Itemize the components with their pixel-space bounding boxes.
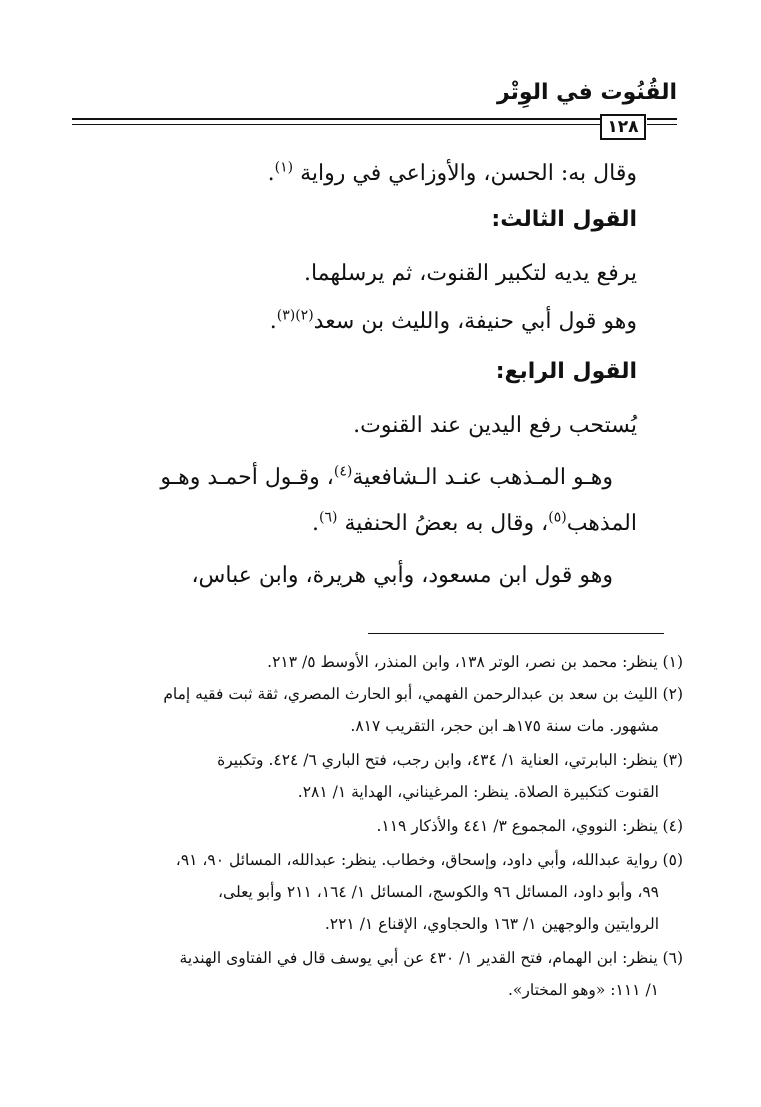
- body-line-8: المذهب$^{(٥)}$، وقال به بعضُ الحنفية $^{(٦)}$.: [312, 509, 637, 536]
- body-line-1: وقال به: الحسن، والأوزاعي في رواية $^{(١)}$.: [267, 159, 637, 186]
- body-line-4: وهو قول أبي حنيفة، والليث بن سعد$^{(٢)(٣)}$.: [269, 307, 637, 334]
- header-rule: [72, 118, 602, 120]
- running-title: القُنُوت في الوِتْر: [496, 80, 677, 105]
- footnote-3-cont: القنوت كتكبيرة الصلاة. ينظر: المرغيناني، الهداية ١/ ٢٨١.: [297, 783, 659, 801]
- header-rule-right: [647, 118, 677, 120]
- body-line-9: وهو قول ابن مسعود، وأبي هريرة، وابن عباس،: [191, 563, 613, 588]
- footnote-2: (٢) الليث بن سعد بن عبدالرحمن الفهمي، أبو الحارث المصري، ثقة ثبت فقيه إمام: [163, 685, 683, 703]
- footnote-ref: (١): [274, 159, 294, 176]
- footnote-5-cont-2: الروايتين والوجهين ١/ ١٦٣ والحجاوي، الإقناع ١/ ٢٢١.: [324, 915, 659, 933]
- footnote-5-cont-1: ٩٩، وأبو داود، المسائل ٩٦ والكوسج، المسائل ١/ ١٦٤، ٢١١ وأبو يعلى،: [218, 883, 659, 901]
- body-line-6: يُستحب رفع اليدين عند القنوت.: [353, 413, 637, 438]
- footnote-ref: (٤): [333, 463, 353, 480]
- footnote-6: (٦) ينظر: ابن الهمام، فتح القدير ١/ ٤٣٠ عن أبي يوسف قال في الفتاوى الهندية: [179, 949, 683, 967]
- footnote-1: (١) ينظر: محمد بن نصر، الوتر ١٣٨، وابن المنذر، الأوسط ٥/ ٢١٣.: [267, 653, 683, 671]
- footnote-2-cont: مشهور. مات سنة ١٧٥هـ ابن حجر، التقريب ٨١٧.: [350, 717, 659, 735]
- footnote-ref: (٥): [548, 509, 567, 526]
- footnote-5: (٥) رواية عبدالله، وأبي داود، وإسحاق، وخطاب. ينظر: عبدالله، المسائل ٩٠، ٩١،: [175, 851, 683, 869]
- footnote-ref: (٦): [319, 509, 338, 526]
- body-line-7: وهـو المـذهب عنـد الـشافعية$^{(٤)}$، وقـول أحمـد وهـو: [160, 463, 613, 490]
- heading-fourth-opinion: القول الرابع:: [495, 359, 637, 384]
- header-rule-thin: [72, 124, 602, 125]
- footnote-ref: (٢)(٣): [276, 307, 314, 324]
- footnote-6-cont: ١/ ١١١: «وهو المختار».: [508, 981, 659, 999]
- body-line-3: يرفع يديه لتكبير القنوت، ثم يرسلهما.: [303, 261, 637, 286]
- header-rule-right-thin: [647, 124, 677, 125]
- footnote-separator: [368, 633, 664, 634]
- footnote-4: (٤) ينظر: النووي، المجموع ٣/ ٤٤١ والأذكار ١١٩.: [376, 817, 683, 835]
- heading-third-opinion: القول الثالث:: [491, 207, 637, 232]
- page-number: ١٢٨: [600, 114, 646, 140]
- footnote-3: (٣) ينظر: البابرتي، العناية ١/ ٤٣٤، وابن رجب، فتح الباري ٦/ ٤٢٤. وتكبيرة: [217, 751, 683, 769]
